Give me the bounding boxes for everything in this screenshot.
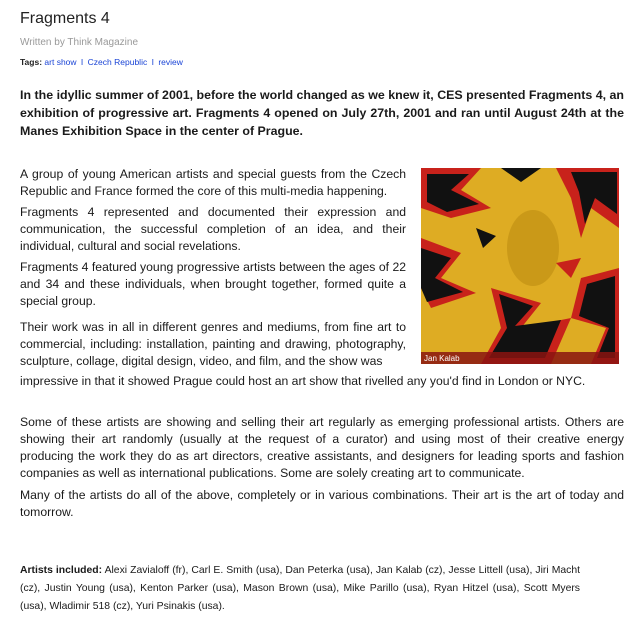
artists-label: Artists included: [20, 565, 103, 576]
body-paragraph: Their work was in all in different genres and mediums, from fine art to commercial, including: installation, painting and drawing, photography, sculpture, collage, digital design, video, and film, and the show was [20, 320, 406, 368]
artwork-graphic [421, 168, 619, 364]
tag-separator: I [151, 57, 154, 67]
body-paragraph: Fragments 4 represented and documented their expression and communication, the successful completion of an idea, and their individual, cultural and social revelations. [20, 205, 406, 253]
artists-names: Alexi Zavialoff (fr), Carl E. Smith (usa), Dan Peterka (usa), Jan Kalab (cz), Jesse Littell (usa), Jiri Macht (cz), Justin Young (usa), Kenton Parker (usa), Mason Brown (usa), Mike Parillo (usa), Ryan Hitzel (usa), Scott Myers (usa), Wladimir 518 (cz), Yuri Psinakis (usa). [20, 565, 580, 612]
article-byline: Written by Think Magazine [20, 37, 139, 48]
body-paragraph: Fragments 4 featured young progressive artists between the ages of 22 and 34 and these individuals, when brought together, formed quite a special group. [20, 260, 406, 308]
tag-separator: I [80, 57, 84, 67]
body-paragraph: A group of young American artists and special guests from the Czech Republic and France formed the core of this multi-media happening. [20, 167, 406, 198]
body-paragraph: Some of these artists are showing and selling their art regularly as emerging professional artists. Others are showing their art randomly (usually at the request of a curator) and using most of their creative energy producing the work they do as art directors, creative assistants, and designers for leading sports and fashion companies as well as international publications. Some are solely creating art to communicate. [20, 415, 624, 480]
tags-label: Tags: [20, 57, 43, 67]
artists-list [20, 562, 580, 616]
tag-link-review[interactable]: review [158, 57, 183, 67]
artwork-image [421, 168, 619, 364]
body-paragraph: Many of the artists do all of the above, completely or in various combinations. Their art is the art of today and tomorrow. [20, 488, 624, 519]
artwork-caption: Jan Kalab [424, 354, 460, 363]
tags-row [20, 57, 183, 67]
tag-link-czech-republic[interactable]: Czech Republic [87, 57, 148, 67]
article-title: Fragments 4 [20, 10, 110, 27]
body-paragraph-continuation: impressive in that it showed Prague could host an art show that rivelled any you'd find in London or NYC. [20, 374, 586, 388]
tag-link-art-show[interactable]: art show [44, 57, 77, 67]
lead-paragraph: In the idyllic summer of 2001, before the world changed as we knew it, CES presented Fragments 4, an exhibition of progressive art. Fragments 4 opened on July 27th, 2001 and ran until August 24th at the Manes Exhibition Space in the center of Prague. [20, 88, 624, 138]
